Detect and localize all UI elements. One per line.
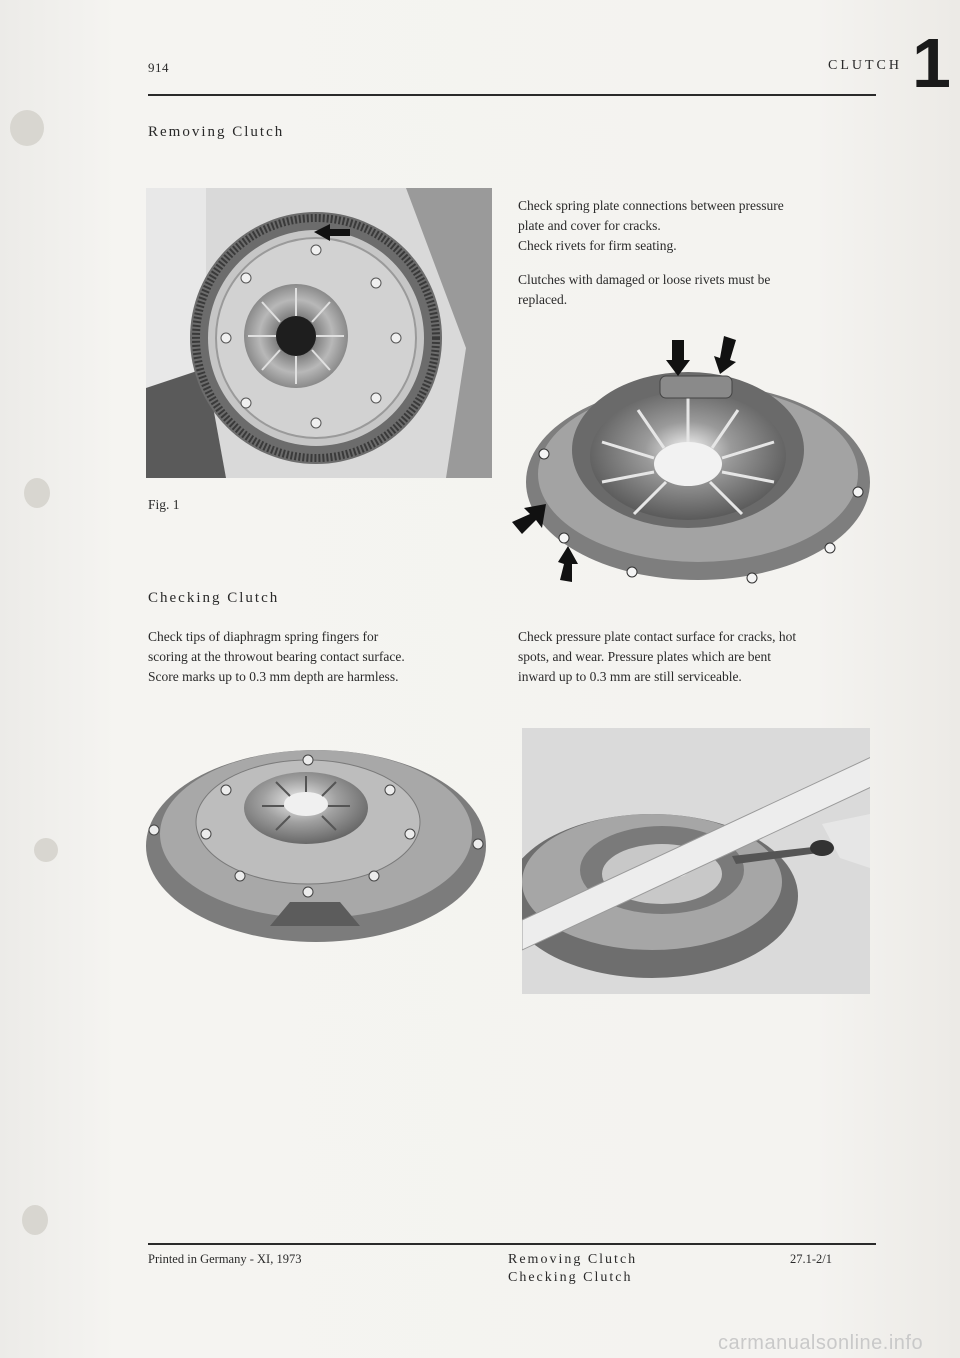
fig1-label: Fig. 1 <box>148 497 180 512</box>
pressure-plate-text <box>518 627 878 687</box>
fig1-photo <box>146 188 492 478</box>
header-rule <box>148 94 876 96</box>
watermark: carmanualsonline.info <box>718 1332 924 1354</box>
page-reference: 27.1-2/1 <box>790 1252 833 1266</box>
flywheel-clutch-illustration <box>146 188 492 478</box>
footer-topic: Removing Clutch <box>508 1252 638 1267</box>
text-line: Score marks up to 0.3 mm depth are harmless. <box>148 669 399 684</box>
checking-clutch-title: Checking Clutch <box>148 590 280 606</box>
footer-topic: Checking Clutch <box>508 1270 633 1285</box>
binder-mark <box>34 838 58 862</box>
rivets-text <box>518 270 878 310</box>
removing-clutch-title: Removing Clutch <box>148 124 285 140</box>
model-number: 914 <box>148 60 169 75</box>
text-line: Check tips of diaphragm spring fingers for <box>148 629 379 644</box>
binder-mark <box>22 1205 48 1235</box>
printed-note: Printed in Germany - XI, 1973 <box>148 1252 302 1266</box>
arrow-icon <box>714 336 736 374</box>
text-line: Clutches with damaged or loose rivets must be <box>518 272 771 287</box>
footer-rule <box>148 1243 876 1245</box>
text-line: inward up to 0.3 mm are still serviceable. <box>518 669 742 684</box>
arrow-icon <box>512 504 546 534</box>
straightedge-check-illustration <box>522 728 870 994</box>
arrow-icon <box>558 546 578 582</box>
text-line: replaced. <box>518 292 568 307</box>
clutch-cover-figure <box>140 726 492 952</box>
text-line: scoring at the throwout bearing contact surface. <box>148 649 405 664</box>
text-line: Check rivets for firm seating. <box>518 238 677 253</box>
text-line: Check spring plate connections between pressure <box>518 198 784 213</box>
text-line: spots, and wear. Pressure plates which are bent <box>518 649 772 664</box>
straightedge-photo <box>522 728 870 994</box>
clutch-cover-illustration <box>140 726 492 952</box>
pressure-plate-illustration <box>512 332 876 594</box>
binder-mark <box>24 478 50 508</box>
section-name: CLUTCH <box>828 58 902 73</box>
arrow-icon <box>666 340 690 376</box>
text-line: plate and cover for cracks. <box>518 218 661 233</box>
binder-mark <box>10 110 44 146</box>
text-line: Check pressure plate contact surface for cracks, hot <box>518 629 797 644</box>
diaphragm-text <box>148 627 498 687</box>
spring-plate-text <box>518 196 878 256</box>
footer-topics <box>508 1251 637 1287</box>
pressure-plate-figure <box>512 332 876 594</box>
group-number: 1 <box>912 24 951 102</box>
